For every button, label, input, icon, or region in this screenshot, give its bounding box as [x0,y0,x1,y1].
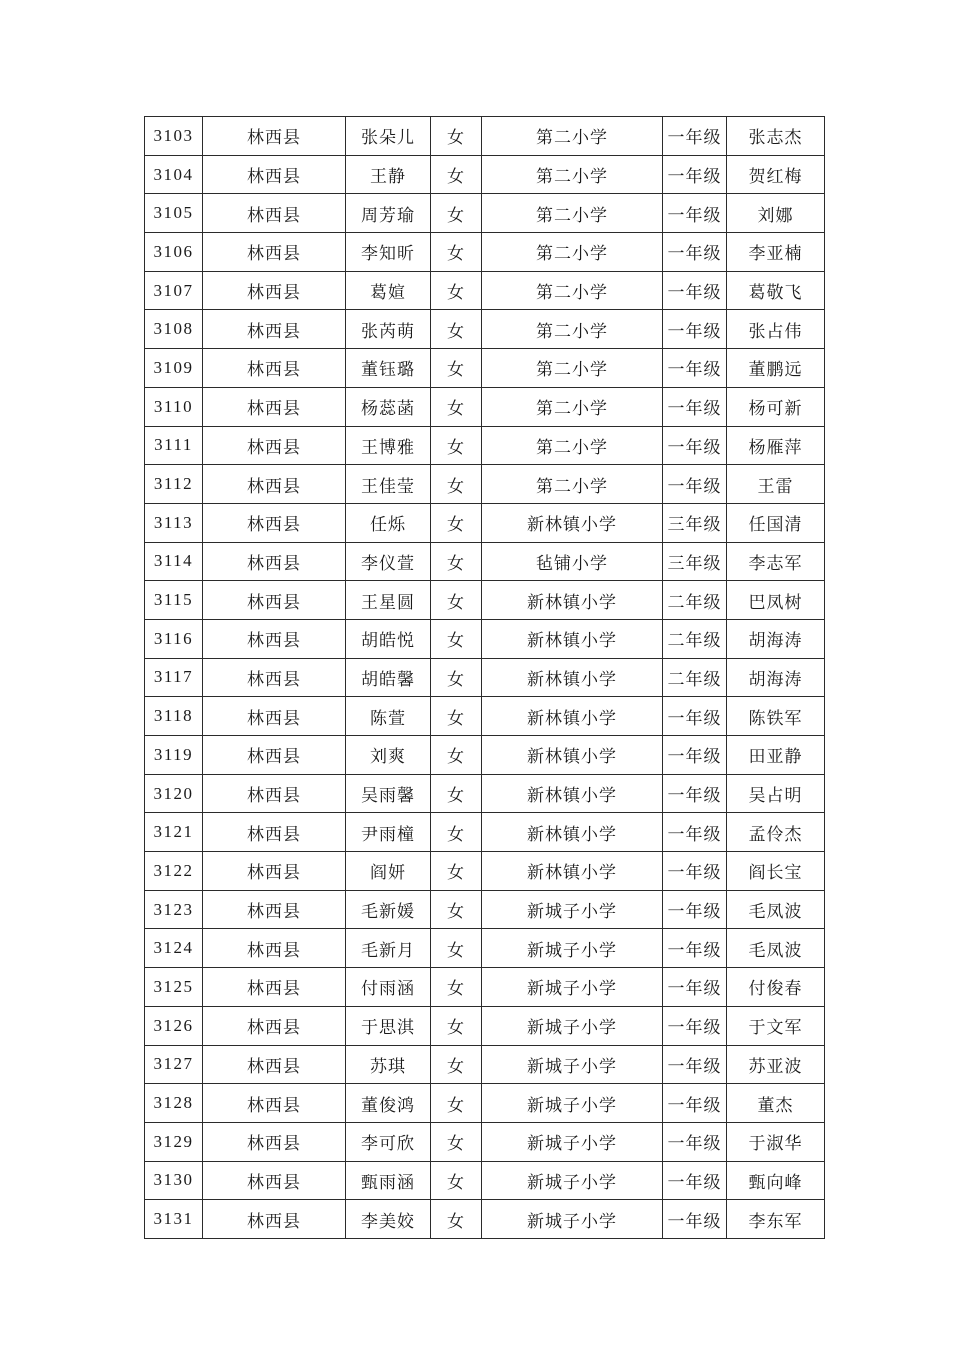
cell-gender: 女 [431,890,482,929]
table-row [145,155,825,194]
cell-student-name: 刘爽 [346,736,431,775]
cell-county: 林西县 [203,1122,346,1161]
cell-grade: 一年级 [663,155,727,194]
cell-teacher: 张占伟 [727,310,825,349]
cell-school: 新城子小学 [482,929,663,968]
cell-student-name: 甄雨涵 [346,1161,431,1200]
cell-school: 新城子小学 [482,968,663,1007]
cell-county: 林西县 [203,1084,346,1123]
cell-grade: 一年级 [663,736,727,775]
cell-student-name: 张芮萌 [346,310,431,349]
table-row [145,1045,825,1084]
cell-school: 新城子小学 [482,890,663,929]
cell-grade: 一年级 [663,349,727,388]
table-row [145,194,825,233]
cell-student-name: 李仪萱 [346,542,431,581]
cell-serial-number: 3103 [145,117,203,156]
cell-student-name: 毛新月 [346,929,431,968]
cell-serial-number: 3117 [145,658,203,697]
cell-serial-number: 3114 [145,542,203,581]
cell-serial-number: 3119 [145,736,203,775]
cell-county: 林西县 [203,117,346,156]
cell-teacher: 杨可新 [727,387,825,426]
cell-gender: 女 [431,736,482,775]
cell-school: 新林镇小学 [482,581,663,620]
cell-school: 第二小学 [482,271,663,310]
cell-gender: 女 [431,1200,482,1239]
cell-county: 林西县 [203,1200,346,1239]
cell-student-name: 任烁 [346,503,431,542]
cell-serial-number: 3124 [145,929,203,968]
cell-school: 第二小学 [482,465,663,504]
table-row [145,1084,825,1123]
cell-teacher: 刘娜 [727,194,825,233]
cell-grade: 三年级 [663,542,727,581]
cell-county: 林西县 [203,194,346,233]
cell-county: 林西县 [203,968,346,1007]
cell-school: 新城子小学 [482,1045,663,1084]
cell-gender: 女 [431,581,482,620]
cell-grade: 一年级 [663,233,727,272]
table-row [145,581,825,620]
cell-serial-number: 3128 [145,1084,203,1123]
cell-student-name: 董俊鸿 [346,1084,431,1123]
cell-student-name: 付雨涵 [346,968,431,1007]
cell-serial-number: 3109 [145,349,203,388]
table-row [145,813,825,852]
table-row [145,542,825,581]
cell-student-name: 王佳莹 [346,465,431,504]
cell-serial-number: 3112 [145,465,203,504]
cell-teacher: 杨雁萍 [727,426,825,465]
cell-teacher: 胡海涛 [727,619,825,658]
cell-serial-number: 3123 [145,890,203,929]
cell-teacher: 陈铁军 [727,697,825,736]
cell-teacher: 于淑华 [727,1122,825,1161]
cell-school: 新城子小学 [482,1006,663,1045]
cell-serial-number: 3131 [145,1200,203,1239]
cell-serial-number: 3126 [145,1006,203,1045]
cell-serial-number: 3105 [145,194,203,233]
cell-teacher: 阎长宝 [727,852,825,891]
cell-student-name: 葛媗 [346,271,431,310]
cell-student-name: 李可欣 [346,1122,431,1161]
cell-serial-number: 3104 [145,155,203,194]
cell-gender: 女 [431,929,482,968]
cell-county: 林西县 [203,581,346,620]
cell-school: 第二小学 [482,310,663,349]
cell-gender: 女 [431,1161,482,1200]
cell-student-name: 毛新媛 [346,890,431,929]
table-row [145,271,825,310]
cell-gender: 女 [431,271,482,310]
cell-teacher: 田亚静 [727,736,825,775]
cell-student-name: 胡皓馨 [346,658,431,697]
cell-teacher: 甄向峰 [727,1161,825,1200]
cell-county: 林西县 [203,310,346,349]
cell-county: 林西县 [203,697,346,736]
table-row [145,503,825,542]
cell-grade: 一年级 [663,426,727,465]
table-row [145,233,825,272]
cell-serial-number: 3108 [145,310,203,349]
cell-grade: 一年级 [663,890,727,929]
student-roster-table [144,116,825,1239]
table-row [145,697,825,736]
table-row [145,658,825,697]
cell-student-name: 王静 [346,155,431,194]
cell-county: 林西县 [203,1161,346,1200]
cell-teacher: 付俊春 [727,968,825,1007]
cell-teacher: 苏亚波 [727,1045,825,1084]
cell-gender: 女 [431,1006,482,1045]
cell-school: 第二小学 [482,117,663,156]
cell-school: 第二小学 [482,426,663,465]
cell-gender: 女 [431,774,482,813]
cell-grade: 一年级 [663,1122,727,1161]
table-row [145,1006,825,1045]
cell-school: 新林镇小学 [482,736,663,775]
cell-teacher: 王雷 [727,465,825,504]
cell-grade: 一年级 [663,1006,727,1045]
cell-grade: 二年级 [663,619,727,658]
cell-school: 第二小学 [482,194,663,233]
cell-teacher: 孟伶杰 [727,813,825,852]
table-row [145,890,825,929]
table-row [145,1161,825,1200]
cell-county: 林西县 [203,465,346,504]
cell-serial-number: 3120 [145,774,203,813]
cell-gender: 女 [431,697,482,736]
cell-gender: 女 [431,658,482,697]
cell-teacher: 李亚楠 [727,233,825,272]
cell-grade: 一年级 [663,310,727,349]
cell-county: 林西县 [203,233,346,272]
cell-school: 新林镇小学 [482,658,663,697]
cell-student-name: 吴雨馨 [346,774,431,813]
cell-gender: 女 [431,1045,482,1084]
cell-school: 新林镇小学 [482,774,663,813]
cell-serial-number: 3107 [145,271,203,310]
cell-student-name: 杨蕊菡 [346,387,431,426]
cell-gender: 女 [431,426,482,465]
cell-school: 第二小学 [482,155,663,194]
cell-school: 第二小学 [482,233,663,272]
cell-grade: 一年级 [663,1045,727,1084]
cell-teacher: 董杰 [727,1084,825,1123]
cell-grade: 一年级 [663,852,727,891]
cell-school: 新林镇小学 [482,619,663,658]
table-row [145,426,825,465]
cell-county: 林西县 [203,349,346,388]
cell-gender: 女 [431,349,482,388]
cell-serial-number: 3118 [145,697,203,736]
cell-county: 林西县 [203,155,346,194]
cell-teacher: 任国清 [727,503,825,542]
cell-county: 林西县 [203,426,346,465]
cell-grade: 一年级 [663,387,727,426]
cell-gender: 女 [431,503,482,542]
cell-gender: 女 [431,310,482,349]
cell-serial-number: 3111 [145,426,203,465]
cell-grade: 一年级 [663,117,727,156]
cell-serial-number: 3125 [145,968,203,1007]
cell-teacher: 葛敬飞 [727,271,825,310]
table-row [145,1200,825,1239]
cell-serial-number: 3115 [145,581,203,620]
cell-serial-number: 3127 [145,1045,203,1084]
cell-grade: 一年级 [663,1161,727,1200]
cell-school: 第二小学 [482,387,663,426]
cell-grade: 一年级 [663,194,727,233]
cell-gender: 女 [431,852,482,891]
cell-grade: 三年级 [663,503,727,542]
table-row [145,619,825,658]
cell-grade: 一年级 [663,697,727,736]
cell-grade: 一年级 [663,813,727,852]
table-row [145,387,825,426]
table-row [145,774,825,813]
table-row [145,465,825,504]
cell-school: 新林镇小学 [482,503,663,542]
cell-student-name: 周芳瑜 [346,194,431,233]
cell-grade: 一年级 [663,929,727,968]
table-row [145,349,825,388]
cell-student-name: 胡皓悦 [346,619,431,658]
cell-grade: 一年级 [663,271,727,310]
cell-serial-number: 3122 [145,852,203,891]
cell-gender: 女 [431,465,482,504]
cell-student-name: 王博雅 [346,426,431,465]
cell-grade: 一年级 [663,774,727,813]
cell-gender: 女 [431,968,482,1007]
cell-student-name: 于思淇 [346,1006,431,1045]
cell-gender: 女 [431,387,482,426]
cell-county: 林西县 [203,542,346,581]
cell-school: 新城子小学 [482,1200,663,1239]
cell-grade: 一年级 [663,465,727,504]
cell-gender: 女 [431,619,482,658]
cell-student-name: 陈萱 [346,697,431,736]
cell-student-name: 李美姣 [346,1200,431,1239]
cell-serial-number: 3106 [145,233,203,272]
cell-teacher: 于文军 [727,1006,825,1045]
table-row [145,852,825,891]
cell-grade: 二年级 [663,581,727,620]
cell-county: 林西县 [203,813,346,852]
cell-serial-number: 3130 [145,1161,203,1200]
table-row [145,968,825,1007]
cell-county: 林西县 [203,774,346,813]
cell-county: 林西县 [203,387,346,426]
cell-serial-number: 3110 [145,387,203,426]
cell-student-name: 董钰璐 [346,349,431,388]
cell-teacher: 胡海涛 [727,658,825,697]
cell-county: 林西县 [203,929,346,968]
cell-gender: 女 [431,194,482,233]
cell-gender: 女 [431,1084,482,1123]
cell-school: 第二小学 [482,349,663,388]
cell-serial-number: 3129 [145,1122,203,1161]
cell-student-name: 尹雨橦 [346,813,431,852]
cell-gender: 女 [431,117,482,156]
cell-gender: 女 [431,813,482,852]
cell-grade: 二年级 [663,658,727,697]
cell-teacher: 张志杰 [727,117,825,156]
cell-teacher: 董鹏远 [727,349,825,388]
cell-teacher: 吴占明 [727,774,825,813]
cell-student-name: 李知昕 [346,233,431,272]
cell-county: 林西县 [203,1006,346,1045]
cell-student-name: 苏琪 [346,1045,431,1084]
cell-serial-number: 3121 [145,813,203,852]
cell-county: 林西县 [203,619,346,658]
roster-body [145,117,825,1239]
cell-gender: 女 [431,1122,482,1161]
cell-student-name: 王星圆 [346,581,431,620]
cell-school: 新林镇小学 [482,852,663,891]
cell-county: 林西县 [203,271,346,310]
cell-school: 新城子小学 [482,1161,663,1200]
cell-serial-number: 3113 [145,503,203,542]
table-row [145,1122,825,1161]
cell-county: 林西县 [203,658,346,697]
cell-gender: 女 [431,233,482,272]
cell-teacher: 李东军 [727,1200,825,1239]
cell-county: 林西县 [203,852,346,891]
table-row [145,736,825,775]
cell-school: 新林镇小学 [482,813,663,852]
cell-serial-number: 3116 [145,619,203,658]
cell-school: 新城子小学 [482,1122,663,1161]
cell-teacher: 巴凤树 [727,581,825,620]
cell-school: 新林镇小学 [482,697,663,736]
cell-student-name: 张朵儿 [346,117,431,156]
table-row [145,310,825,349]
table-row [145,117,825,156]
cell-grade: 一年级 [663,968,727,1007]
cell-grade: 一年级 [663,1084,727,1123]
cell-gender: 女 [431,542,482,581]
cell-teacher: 贺红梅 [727,155,825,194]
table-row [145,929,825,968]
cell-grade: 一年级 [663,1200,727,1239]
cell-county: 林西县 [203,736,346,775]
cell-student-name: 阎妍 [346,852,431,891]
cell-teacher: 毛凤波 [727,929,825,968]
cell-county: 林西县 [203,1045,346,1084]
cell-county: 林西县 [203,890,346,929]
cell-teacher: 李志军 [727,542,825,581]
cell-school: 新城子小学 [482,1084,663,1123]
cell-county: 林西县 [203,503,346,542]
cell-teacher: 毛凤波 [727,890,825,929]
cell-gender: 女 [431,155,482,194]
cell-school: 毡铺小学 [482,542,663,581]
